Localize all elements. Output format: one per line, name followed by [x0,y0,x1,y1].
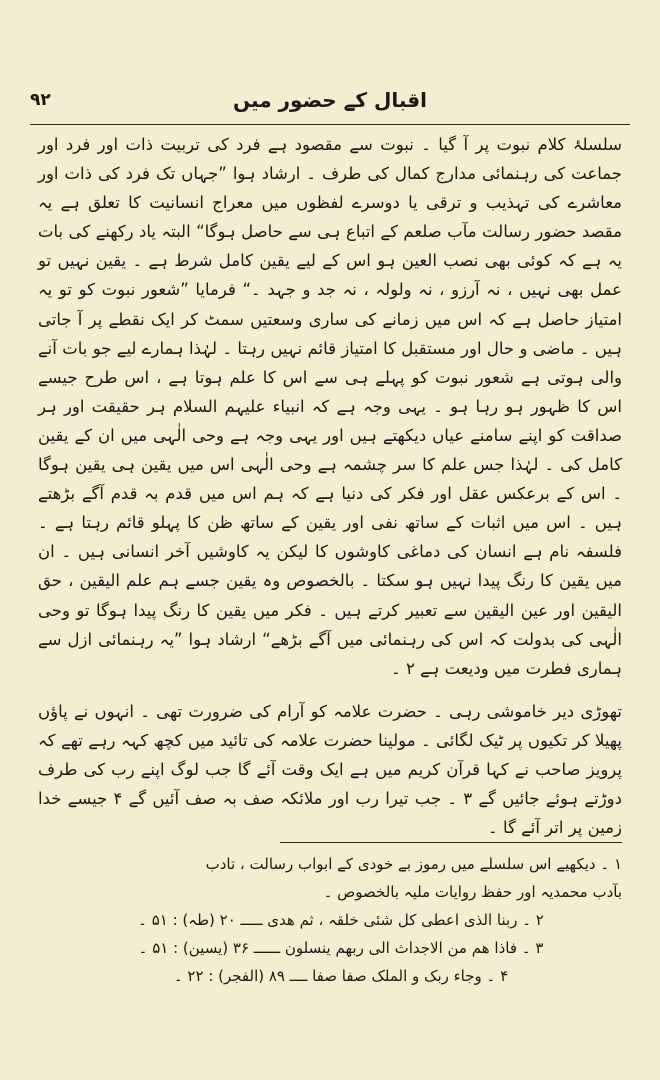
page-number: ۹۲ [30,90,51,110]
footnote-3: ۳ ۔ فاذا ھم من الاجداث الی ربھم ینسلون ــــــ ۳۶ (یسین) : ۵۱ ۔ [138,939,544,957]
paragraph-2: تھوڑی دیر خاموشی رہی ۔ حضرت علامہ کو آرام کی ضرورت تھی ۔ انہوں نے پاؤں پھیلا کر تکیوں پر ٹیک لگائی ۔ مولینا حضرت علامہ کی تائید میں کچھ کہہ رہے تھے کہ پرویز صاحب نے کہا قرآن کریم میں ہے ایک وقت آئے گا جب لوگ اپنے رب کی طرف دوڑتے ہوئے جائیں گے ۳ ۔ جب تیرا رب اور ملائکہ صف بہ صف آئیں گے ۴ جیسے خدا زمین پر اتر آئے گا ۔ [38,701,622,838]
footnote-1-line-2: بآدب محمدیہ اور حفظ روایات ملیہ بالخصوص ۔ [323,883,622,901]
footnotes [60,850,622,990]
header-rule [30,124,630,125]
main-text [38,130,622,842]
footnote-2: ۲ ۔ ربنا الذی اعطی کل شئی خلقہ ، ثم ھدی ـــــ ۲۰ (طہ) : ۵۱ ۔ [138,911,544,929]
running-title: اقبال کے حضور میں [233,88,427,112]
footnote-1-line-1: ۱ ۔ دیکھیے اس سلسلے میں رموز بے خودی کے ابواب رسالت ، تادب [205,855,622,873]
footnote-4: ۴ ۔ وجاء ربک و الملک صفا صفا ــــ ۸۹ (الفجر) : ۲۲ ۔ [173,967,509,985]
page-header [30,88,630,122]
paragraph-1: سلسلۂ کلام نبوت پر آ گیا ۔ نبوت سے مقصود ہے فرد کی تربیت ذات اور فرد اور جماعت کی رہنمائی مدارج کمال کی طرف ۔ ارشاد ہوا ”جہاں تک فرد کی ذات اور معاشرے کی تہذیب و ترقی یا دوسرے لفظوں میں معراج انسانیت کا تعلق ہے یہ مقصد حضور رسالت مآب صلعم کے اتباع ہی سے حاصل ہوگا“ البتہ یاد رکھنے کی بات یہ ہے کہ کوئی بھی نصب العین ہو اس کے لیے یقین کامل شرط ہے ۔ یقین نہیں تو عمل بھی نہیں ، نہ آرزو ، نہ ولولہ ، نہ جد و جہد ۔“ فرمایا ”شعور نبوت کو تو یہ امتیاز حاصل ہے کہ اس میں زمانے کی ساری وسعتیں سمٹ کر ایک نقطے پر آ جاتی ہیں ۔ ماضی و حال اور مستقبل کا امتیاز قائم نہیں رہتا ۔ لہٰذا ہمارے لیے جو بات آنے والی ہوتی ہے شعور نبوت کو پہلے ہی سے اس کا علم ہوتا ہے ، اس طرح جیسے اس کا ظہور ہو رہا ہو ۔ یہی وجہ ہے کہ انبیاء علیہم السلام ہر حقیقت اور ہر صداقت کو اپنے سامنے عیاں دیکھتے ہیں اور یہی وجہ ہے وحی الٰہی میں ان کے یقین کامل کی ۔ لہٰذا جس علم کا سر چشمہ ہے وحی الٰہی اس میں یقین ہی یقین ہوگا ۔ اس کے برعکس عقل اور فکر کی دنیا ہے کہ ہم اس میں قدم بہ قدم آگے بڑھتے ہیں ۔ اس میں اثبات کے ساتھ نفی اور یقین کے ساتھ ظن کا پہلو قائم رہتا ہے ۔ فلسفہ نام ہے انسان کی دماغی کاوشوں کا لیکن یہ کاوشیں آخر انسانی ہیں ۔ ان میں یقین کا رنگ پیدا نہیں ہو سکتا ۔ بالخصوص وہ یقین جسے ہم علم الیقین ، حق الیقین اور عین الیقین سے تعبیر کرتے ہیں ۔ فکر میں یقین کا رنگ پیدا ہوگا تو وحی الٰہی کی بدولت کہ اس کی رہنمائی میں آگے بڑھے“ ارشاد ہوا ”یہ رہنمائی ازل سے ہماری فطرت میں ودیعت ہے ۲ ۔ [38,135,622,678]
footnote-rule [280,842,622,843]
